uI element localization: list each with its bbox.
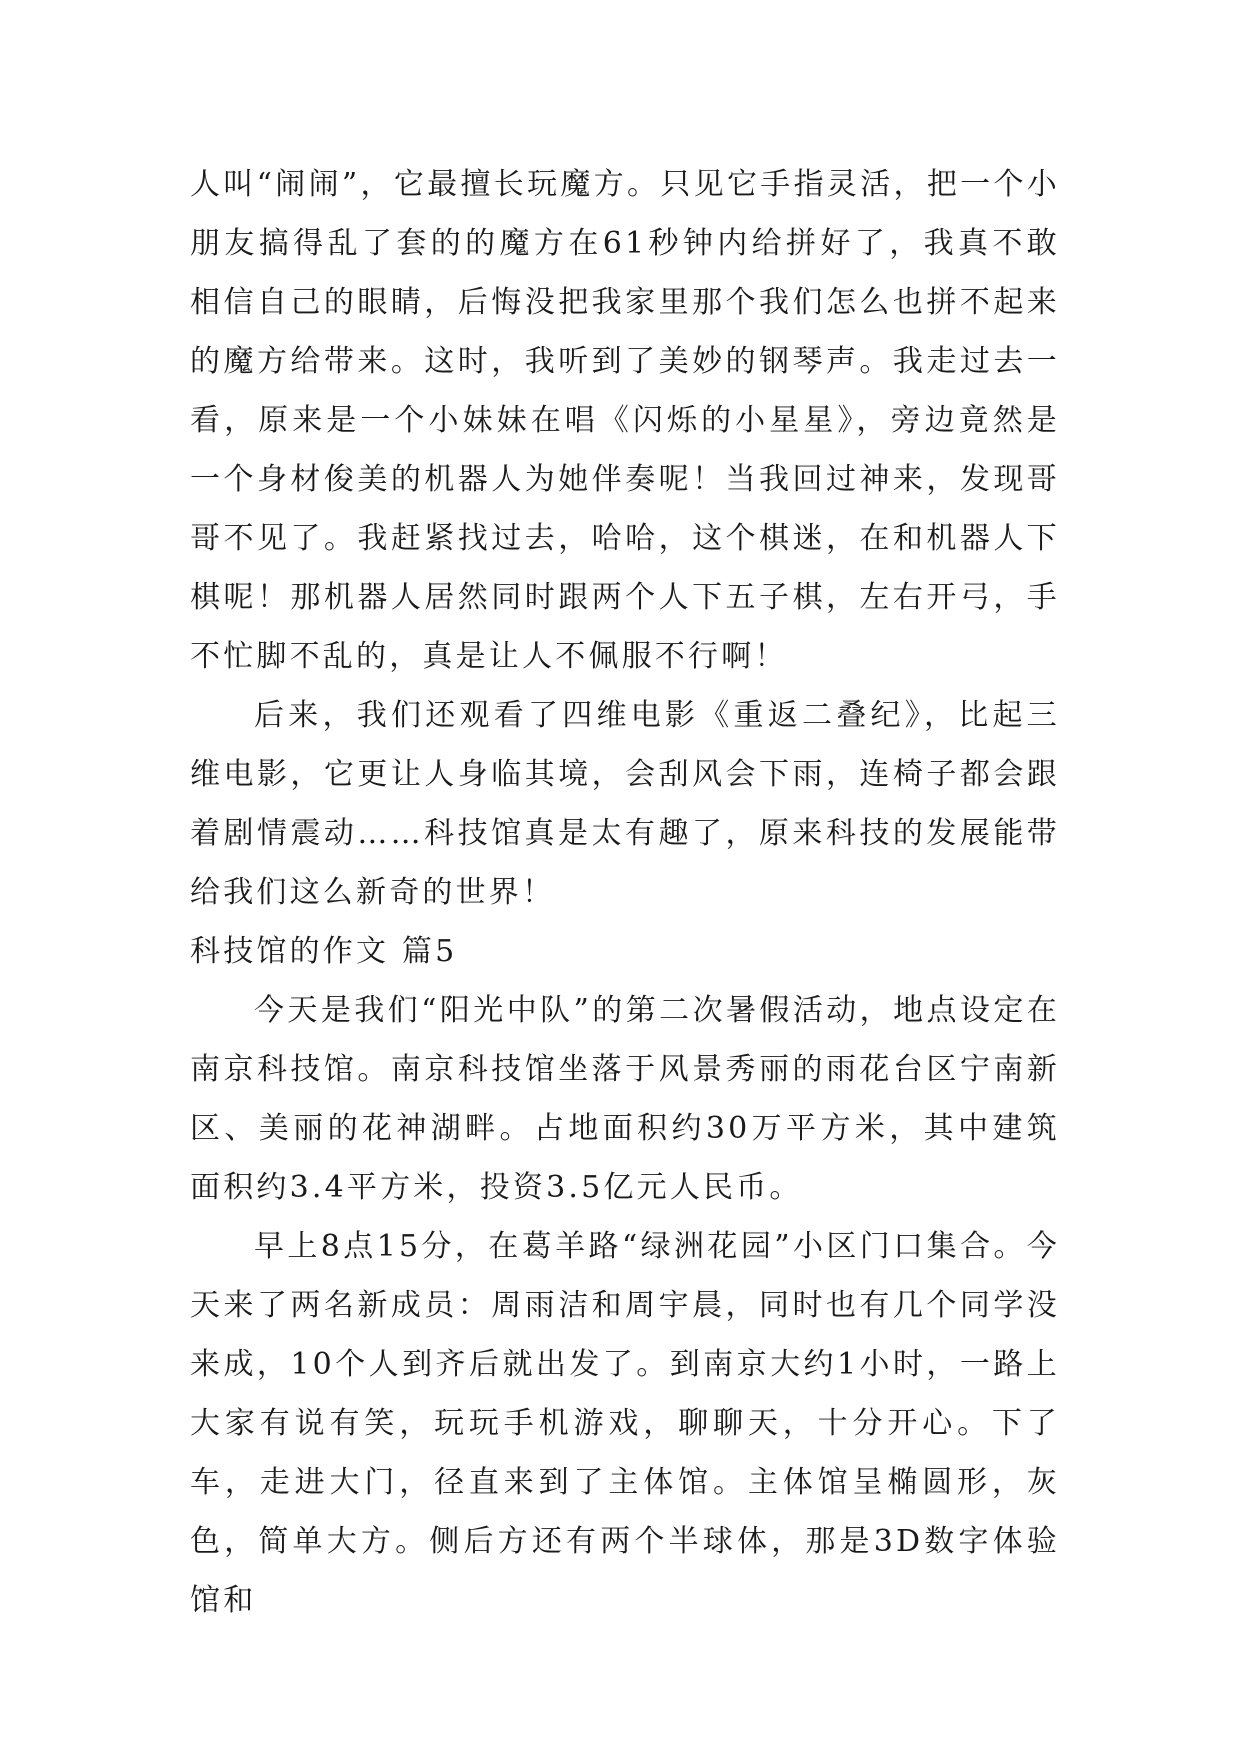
paragraph-2: 后来，我们还观看了四维电影《重返二叠纪》，比起三维电影，它更让人身临其境，会刮风会下雨，连椅子都会跟着剧情震动……科技馆真是太有趣了，原来科技的发展能带给我们这么新奇的世界！ [190, 698, 1060, 910]
paragraph-1: 人叫“闹闹”，它最擅长玩魔方。只见它手指灵活，把一个小朋友搞得乱了套的的魔方在61秒钟内给拼好了，我真不敢相信自己的眼睛，后悔没把我家里那个我们怎么也拼不起来的魔方给带来。这时，我听到了美妙的钢琴声。我走过去一看，原来是一个小妹妹在唱《闪烁的小星星》，旁边竟然是一个身材俊美的机器人为她伴奏呢！当我回过神来，发现哥哥不见了。我赶紧找过去，哈哈，这个棋迷，在和机器人下棋呢！那机器人居然同时跟两个人下五子棋，左右开弓，手不忙脚不乱的，真是让人不佩服不行啊！ [190, 167, 1060, 674]
section-heading: 科技馆的作文 篇5 [190, 934, 458, 969]
paragraph-3: 今天是我们“阳光中队”的第二次暑假活动，地点设定在南京科技馆。南京科技馆坐落于风景秀丽的雨花台区宁南新区、美丽的花神湖畔。占地面积约30万平方米，其中建筑面积约3.4平方米，投资3.5亿元人民币。 [190, 993, 1060, 1205]
document-body [190, 155, 1060, 1630]
paragraph-4: 早上8点15分，在葛羊路“绿洲花园”小区门口集合。今天来了两名新成员：周雨洁和周宇晨，同时也有几个同学没来成，10个人到齐后就出发了。到南京大约1小时，一路上大家有说有笑，玩玩手机游戏，聊聊天，十分开心。下了车，走进大门，径直来到了主体馆。主体馆呈椭圆形，灰色，简单大方。侧后方还有两个半球体，那是3D数字体验馆和 [190, 1229, 1060, 1618]
